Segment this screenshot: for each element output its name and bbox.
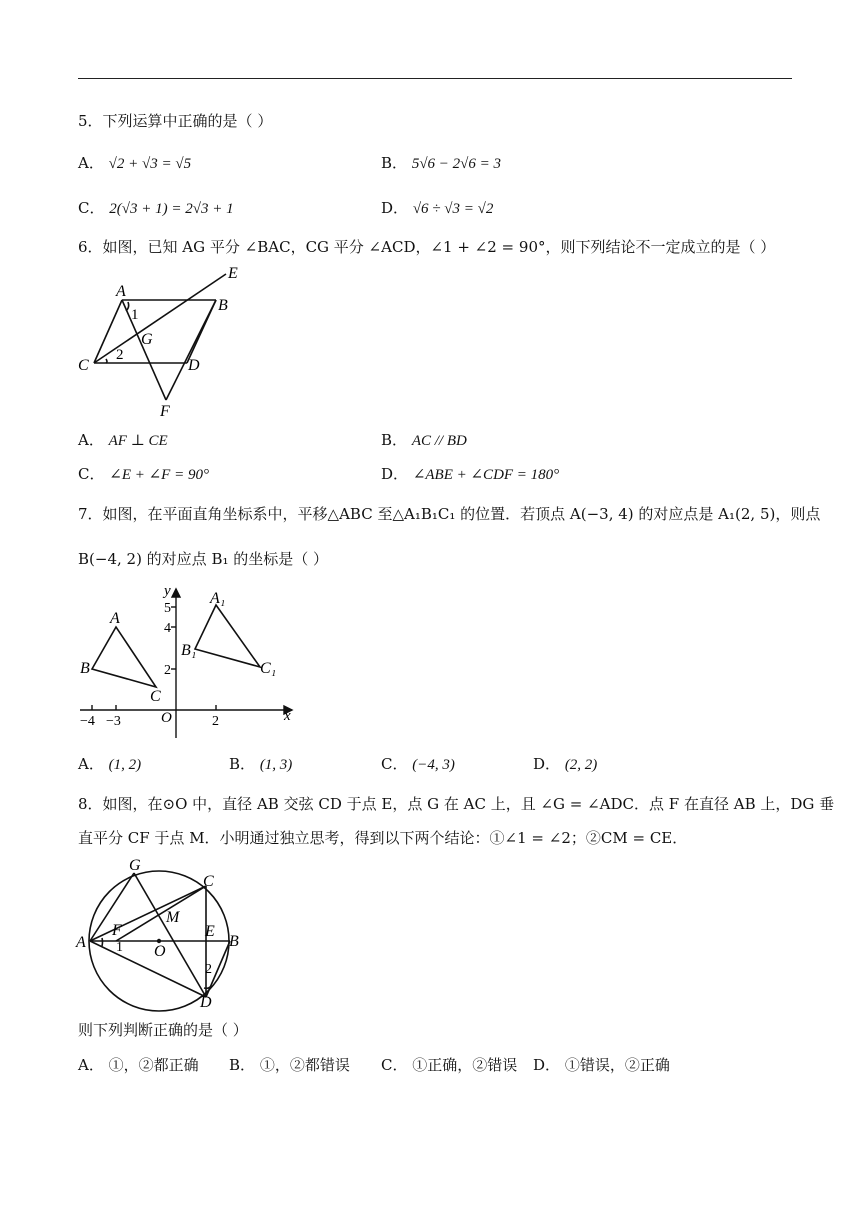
label-f: F [112,922,122,939]
header-rule [78,78,792,79]
label-b: B [218,297,228,314]
q8-option-b[interactable] [229,1054,350,1076]
option-expr: ①正确，②错误 [412,1056,518,1074]
label-c: C [78,357,89,374]
label-angle-1: 1 [116,940,123,955]
option-label: D． [381,465,409,483]
q5-option-c[interactable] [78,197,234,220]
q7-option-b[interactable] [229,753,292,776]
label-angle-2: 2 [116,347,124,363]
label-e: E [205,923,215,940]
option-label: A． [78,431,104,449]
option-expr: ∠E + ∠F = 90° [109,467,209,483]
label-origin: O [161,710,172,726]
q8-option-a[interactable] [78,1054,199,1076]
label-g: G [129,857,141,874]
option-expr: √6 ÷ √3 = √2 [412,201,494,217]
q7-stem-line1: 7．如图，在平面直角坐标系中，平移△ABC 至△A₁B₁C₁ 的位置．若顶点 A(−3, 4) 的对应点是 A₁(2, 5)，则点 [78,505,821,523]
option-expr: AF ⊥ CE [108,433,168,449]
q7-option-c[interactable] [381,753,455,776]
q8-figure [74,853,254,1013]
label-b: B [229,933,239,950]
q6-figure [70,262,270,422]
label-x-axis: x [284,708,291,724]
option-label: C． [381,755,408,773]
label-a: A [110,610,120,627]
option-label: D． [533,1056,561,1074]
q8-question: 则下列判断正确的是（ ） [78,1021,248,1039]
option-expr: √2 + √3 = √5 [108,156,192,172]
option-expr: ①错误，②正确 [564,1056,670,1074]
option-expr: ①，②都正确 [108,1056,199,1074]
label-angle-2: 2 [205,962,212,977]
option-label: A． [78,755,104,773]
tick-y-5: 5 [164,601,171,616]
label-m: M [166,909,180,926]
label-y-axis: y [164,583,171,599]
option-label: C． [381,1056,408,1074]
tick-x-neg3: −3 [106,714,121,729]
label-o: O [154,943,166,960]
q6-option-a[interactable] [78,429,168,452]
label-a: A [76,934,86,951]
option-expr: AC // BD [411,433,467,449]
option-expr: 2(√3 + 1) = 2√3 + 1 [109,201,234,217]
label-a1: A₁ [210,590,226,607]
option-expr: (1, 3) [259,757,293,773]
q8-option-c[interactable] [381,1054,517,1076]
q5-stem: 5．下列运算中正确的是（ ） [78,112,273,130]
label-e: E [228,265,238,282]
option-label: B． [229,755,256,773]
option-expr: (2, 2) [564,757,598,773]
q5-option-d[interactable] [381,197,493,220]
q7-option-d[interactable] [533,753,597,776]
label-c1: C₁ [260,660,277,677]
option-label: B． [229,1056,256,1074]
q8-option-d[interactable] [533,1054,670,1076]
option-label: C． [78,199,105,217]
label-d: D [188,357,200,374]
label-b1: B₁ [181,642,197,659]
tick-y-2: 2 [164,663,171,678]
q8-stem-line2: 直平分 CF 于点 M．小明通过独立思考，得到以下两个结论：①∠1 = ∠2；②CM = CE． [78,829,688,847]
label-f: F [160,403,170,420]
tick-x-2: 2 [212,714,219,729]
tick-y-4: 4 [164,621,171,636]
q7-option-a[interactable] [78,753,141,776]
label-a: A [116,283,126,300]
q7-stem-line2: B(−4, 2) 的对应点 B₁ 的坐标是（ ） [78,550,329,568]
option-expr: 5√6 − 2√6 = 3 [411,156,502,172]
q7-figure [70,583,310,743]
q8-stem-line1: 8．如图，在⊙O 中，直径 AB 交弦 CD 于点 E，点 G 在 AC 上，且 ∠G = ∠ADC．点 F 在直径 AB 上，DG 垂 [78,795,835,813]
option-expr: ∠ABE + ∠CDF = 180° [412,467,560,483]
option-label: A． [78,154,104,172]
label-c: C [203,873,214,890]
option-label: B． [381,431,408,449]
q6-stem: 6．如图，已知 AG 平分 ∠BAC，CG 平分 ∠ACD，∠1 + ∠2 = 90°，则下列结论不一定成立的是（ ） [78,238,776,256]
tick-x-neg4: −4 [80,714,95,729]
label-angle-1: 1 [131,307,139,323]
option-expr: ①，②都错误 [259,1056,350,1074]
label-d: D [200,994,212,1011]
q6-option-d[interactable] [381,463,559,486]
q5-option-b[interactable] [381,152,501,175]
option-label: B． [381,154,408,172]
label-c: C [150,688,161,705]
option-expr: (−4, 3) [412,757,455,773]
label-g: G [141,331,153,348]
option-label: D． [533,755,561,773]
option-expr: (1, 2) [108,757,142,773]
q6-option-c[interactable] [78,463,209,486]
option-label: D． [381,199,409,217]
q6-option-b[interactable] [381,429,467,452]
q5-option-a[interactable] [78,152,191,175]
option-label: A． [78,1056,104,1074]
label-b: B [80,660,90,677]
option-label: C． [78,465,105,483]
